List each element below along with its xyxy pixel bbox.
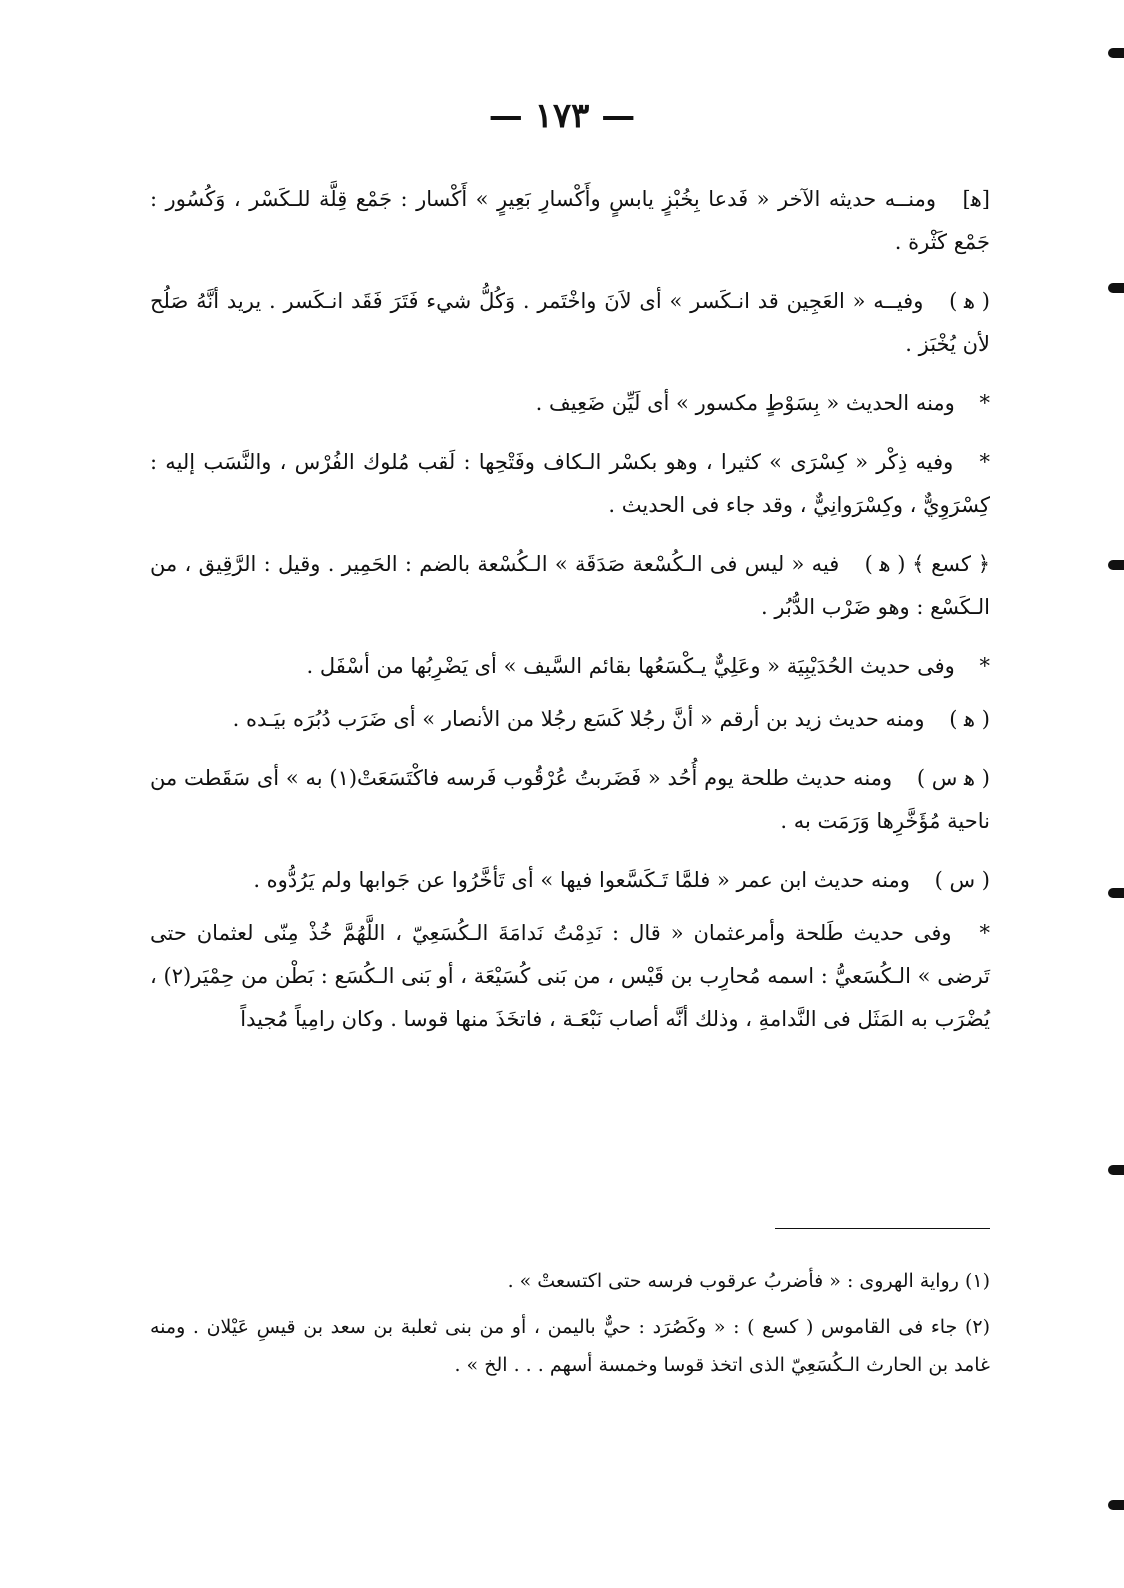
- page-number: — ١٧٣ —: [488, 96, 636, 136]
- paragraph: [150, 543, 990, 629]
- paragraph-text: ومنه حديث ابن عمر « فلمَّا تَـكَسَّعوا فيها » أى تَأخَّرُوا عن جَوابها ولم يَرُدُّوه .: [253, 868, 910, 892]
- paragraph-text: وفيــه « العَجِين قد انـكَسر » أى لاَنَ واخْتَمر . وَكُلُّ شيء فَتَرَ فَقَد انـكَسر . يريد أنَّهُ صَلُح لأن يُخْبَز .: [150, 289, 990, 356]
- entry-marker: *: [979, 654, 990, 678]
- paragraph-text: ومنه حديث زيد بن أرقم « أنَّ رجُلا كَسَع رجُلا من الأنصار » أى ضَرَب دُبُرَه بيَـده .: [232, 707, 925, 731]
- paragraph: [150, 645, 990, 688]
- paragraph: [150, 698, 990, 741]
- entry-marker: ( ﻫ ): [949, 707, 990, 731]
- paragraph: [150, 382, 990, 425]
- footnote: (٢) جاء فى القاموس ( كسع ) : « وكَصُرَد : حيٌّ باليمن ، أو من بنى ثعلبة بن سعد بن قيسِ عَيْلان . ومنه غامد بن الحارث الـكُسَعِيّ الذى اتخذ قوسا وخمسة أسهم . . . الخ » .: [150, 1316, 990, 1376]
- entry-marker: *: [979, 391, 990, 415]
- paragraph: [150, 757, 990, 843]
- footnotes: [150, 1262, 990, 1392]
- main-text: [150, 178, 990, 1057]
- entry-marker: *: [979, 921, 990, 945]
- footnote-divider: [775, 1228, 990, 1229]
- paragraph: [150, 280, 990, 366]
- paragraph-text: ومنه حديث طلحة يوم أُحُد « فَضَربتُ عُرْقُوب فَرسه فاكْتَسَعَتْ(١) به » أى سَقَطت من ناحية مُؤَخَّرِها وَرَمَت به .: [150, 766, 990, 833]
- paragraph: [150, 441, 990, 527]
- scan-edge-mark: [1108, 888, 1124, 898]
- paragraph: [150, 859, 990, 902]
- entry-marker: *: [979, 450, 990, 474]
- entry-marker: [ﻫ]: [962, 187, 990, 211]
- paragraph: [150, 178, 990, 264]
- scan-edge-mark: [1108, 1165, 1124, 1175]
- paragraph-text: ومنــه حديثه الآخر « فَدعا بِخُبْزٍ يابسٍ وأَكْسارِ بَعِيرٍ » أَكْسار : جَمْع قِلَّة للـكَسْر ، وَكُسُور : جَمْع كَثْرة .: [150, 187, 990, 254]
- paragraph: [150, 912, 990, 1041]
- entry-marker: ( س ): [934, 868, 990, 892]
- entry-marker: ( ﻫ س ): [916, 766, 990, 790]
- entry-heading: ﴿ كسع ﴾ ( ﻫ ): [864, 552, 990, 576]
- paragraph-text: وفى حديث طَلحة وأمرعثمان « قال : نَدِمْتُ نَدامَةَ الـكُسَعِيّ ، اللَّهُمَّ خُذْ مِنّى لعثمان حتى تَرضى » الـكُسَعيُّ : اسمه مُحارِب بن قَيْس ، من بَنى كُسَيْعَة ، أو بَنى الـكُسَع : بَطْن من حِمْيَر(٢) ، يُضْرَب به المَثَل فى النَّدامةِ ، وذلك أنَّه أصاب نَبْعَـة ، فاتخَذَ منها قوسا . وكان رامِياً مُجيداً: [150, 921, 990, 1031]
- scan-edge-mark: [1108, 283, 1124, 293]
- entry-marker: ( ﻫ ): [949, 289, 990, 313]
- footnote: (١) رواية الهروى : « فأضربُ عرقوب فرسه حتى اكتسعتْ » .: [507, 1270, 990, 1292]
- scan-edge-mark: [1108, 48, 1124, 58]
- scan-edge-mark: [1108, 560, 1124, 570]
- paragraph-text: وفيه ذِكْر « كِسْرَى » كثيرا ، وهو بكسْر الـكاف وفَتْحِها : لَقب مُلوك الفُرْس ، والنَّسَب إليه : كِسْرَوِيٌّ ، وكِسْرَوانِيٌّ ، وقد جاء فى الحديث .: [150, 450, 990, 517]
- paragraph-text: ومنه الحديث « بِسَوْطٍ مكسور » أى لَيِّن ضَعِيف .: [535, 391, 955, 415]
- scan-edge-mark: [1108, 1500, 1124, 1510]
- paragraph-text: فيه « ليس فى الـكُسْعة صَدَقَة » الـكُسْعة بالضم : الحَمِير . وقيل : الرَّقِيق ، من الـكَسْع : وهو ضَرْب الدُّبُر .: [150, 552, 990, 619]
- paragraph-text: وفى حديث الحُدَيْبِيَة « وعَلِيٌّ يـكْسَعُها بقائم السَّيف » أى يَضْرِبُها من أسْفَل .: [306, 654, 955, 678]
